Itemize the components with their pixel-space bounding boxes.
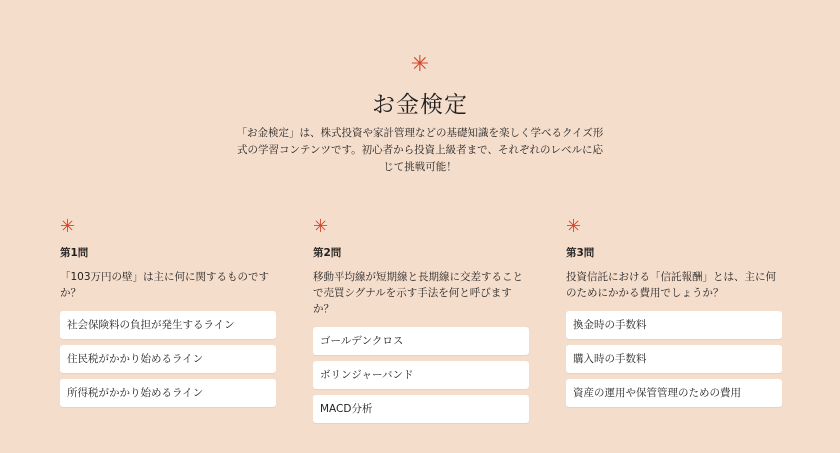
page-title: お金検定 — [372, 92, 468, 118]
question-card-2 — [313, 218, 529, 429]
answer-options — [566, 311, 782, 407]
answer-option[interactable]: 所得税がかかり始めるライン — [60, 379, 276, 407]
asterisk-icon: ✳ — [566, 216, 582, 237]
question-card-3 — [566, 218, 782, 413]
answer-options — [313, 327, 529, 423]
intro-text: 「お金検定」は、株式投資や家計管理などの基礎知識を楽しく学べるクイズ形式の学習コンテンツです。初心者から投資上級者まで、それぞれのレベルに応じて挑戦可能！ — [236, 127, 604, 173]
answer-option[interactable]: 購入時の手数料 — [566, 345, 782, 373]
question-number: 第2問 — [313, 247, 342, 259]
asterisk-icon: ✳ — [60, 216, 76, 237]
answer-option[interactable]: 社会保険料の負担が発生するライン — [60, 311, 276, 339]
answer-option[interactable]: 資産の運用や保管管理のための費用 — [566, 379, 782, 407]
answer-option[interactable]: ゴールデンクロス — [313, 327, 529, 355]
answer-option[interactable]: 換金時の手数料 — [566, 311, 782, 339]
answer-option[interactable]: ボリンジャーバンド — [313, 361, 529, 389]
question-text: 「103万円の壁」は主に何に関するものですか？ — [60, 271, 270, 299]
question-card-1 — [60, 218, 276, 413]
answer-options — [60, 311, 276, 407]
question-number: 第3問 — [566, 247, 595, 259]
answer-option[interactable]: 住民税がかかり始めるライン — [60, 345, 276, 373]
asterisk-icon: ✳ — [410, 52, 430, 77]
question-number: 第1問 — [60, 247, 89, 259]
answer-option[interactable]: MACD分析 — [313, 395, 529, 423]
question-text: 移動平均線が短期線と長期線に交差することで売買シグナルを示す手法を何と呼びますか？ — [313, 271, 523, 315]
asterisk-icon: ✳ — [313, 216, 329, 237]
question-text: 投資信託における「信託報酬」とは、主に何のためにかかる費用でしょうか？ — [566, 271, 776, 299]
